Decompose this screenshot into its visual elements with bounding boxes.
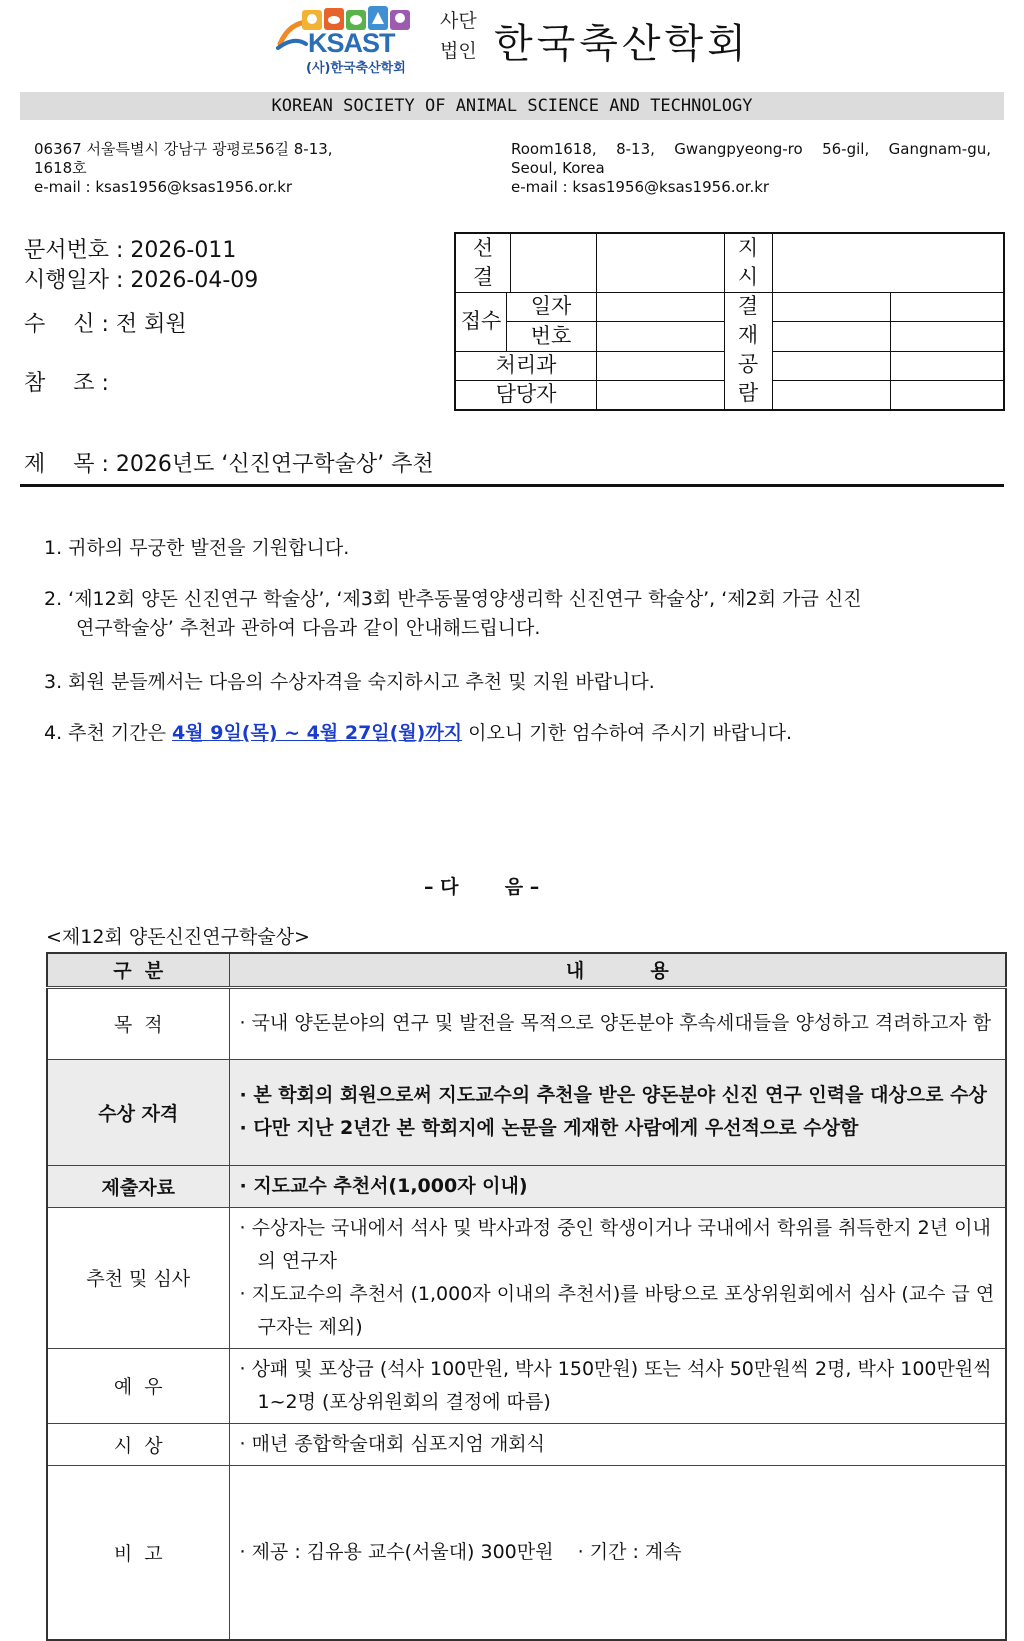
- issue-date: 2026-04-09: [130, 268, 259, 293]
- reference-label: 참 조 :: [24, 371, 109, 396]
- doc-number-row: [24, 233, 236, 264]
- row-value-purpose: [229, 987, 1006, 1059]
- review-line-1: · 수상자는 국내에서 석사 및 박사과정 중인 학생이거나 국내에서 학위를 취득한지 2년 이내의 연구자: [239, 1216, 991, 1272]
- approval-gong: 공: [737, 352, 759, 376]
- table-header-row: [47, 953, 1006, 987]
- recipient-row: [24, 307, 187, 338]
- address-kr-email: e-mail : ksas1956@ksas1956.or.kr: [34, 178, 293, 196]
- recommendation-period: 4월 9일(목) ~ 4월 27일(월)까지: [172, 722, 463, 744]
- row-key-eligibility: 수상 자격: [47, 1059, 229, 1165]
- approval-ram: 람: [737, 381, 759, 405]
- documents-line: · 지도교수 추천서(1,000자 이내): [239, 1174, 528, 1197]
- eligibility-line-2: · 다만 지난 2년간 본 학회지에 논문을 게재한 사람에게 우선적으로 수상함: [239, 1117, 859, 1139]
- ceremony-line: · 매년 종합학술대회 심포지엄 개회식: [239, 1432, 546, 1455]
- english-name-bar: KOREAN SOCIETY OF ANIMAL SCIENCE AND TECHNOLOGY: [20, 92, 1004, 120]
- row-key-review: 추천 및 심사: [47, 1207, 229, 1348]
- address-en-email: e-mail : ksas1956@ksas1956.or.kr: [511, 178, 770, 196]
- logo-subtitle: (사)한국축산학회: [306, 61, 406, 76]
- approval-damdangja: 담당자: [495, 382, 557, 406]
- approval-jeopsu: 접수: [460, 309, 502, 333]
- approval-ji: 지: [737, 236, 759, 260]
- animal-icons: [302, 4, 422, 30]
- approval-gyeol: 결: [472, 265, 494, 289]
- address-english: [511, 140, 991, 197]
- doc-number-label: 문서번호 :: [24, 238, 124, 263]
- corp-type-line2: 법인: [440, 40, 477, 62]
- approval-si: 시: [737, 265, 759, 289]
- approval-jae: 재: [737, 323, 759, 347]
- da-eum-heading: – 다 음 –: [424, 876, 540, 898]
- row-value-eligibility: [229, 1059, 1006, 1165]
- date-label: 시행일자 :: [24, 268, 124, 293]
- subject-label: 제 목 :: [24, 452, 109, 477]
- recipient: 전 회원: [115, 312, 187, 337]
- approval-ilja: 일자: [530, 294, 572, 318]
- paragraph-4-suffix: 이오니 기한 엄수하여 주시기 바랍니다.: [462, 722, 792, 744]
- paragraph-3: 3. 회원 분들께서는 다음의 수상자격을 숙지하시고 추천 및 지원 바랍니다.: [44, 671, 655, 693]
- table-header-content: 내 용: [229, 953, 1006, 987]
- corp-type-line1: 사단: [440, 10, 477, 32]
- ksast-logo: [276, 4, 424, 76]
- table-row: [47, 1207, 1006, 1348]
- paragraph-2-line1: 2. ‘제12회 양돈 신진연구 학술상’, ‘제3회 반추동물영양생리학 신진연구 학술상’, ‘제2회 가금 신진: [44, 588, 862, 610]
- reference-row: [24, 366, 109, 397]
- row-value-review: [229, 1207, 1006, 1348]
- row-key-benefits: 예 우: [47, 1348, 229, 1423]
- row-value-benefits: [229, 1348, 1006, 1423]
- approval-seon: 선: [472, 236, 494, 260]
- table-row: [47, 1423, 1006, 1465]
- row-key-purpose: 목 적: [47, 987, 229, 1059]
- table-row: [47, 1348, 1006, 1423]
- recipient-label: 수 신 :: [24, 312, 109, 337]
- paragraph-4-prefix: 4. 추천 기간은: [44, 722, 173, 744]
- award-table: [46, 952, 1007, 1641]
- remarks-line: · 제공 : 김유용 교수(서울대) 300만원 · 기간 : 계속: [239, 1540, 682, 1563]
- row-value-documents: [229, 1165, 1006, 1207]
- review-line-2: · 지도교수의 추천서 (1,000자 이내의 추천서)를 바탕으로 포상위원회에서 심사 (교수 급 연구자는 제외): [239, 1282, 995, 1338]
- subject-row: [24, 447, 434, 478]
- benefits-line: · 상패 및 포상금 (석사 100만원, 박사 150만원) 또는 석사 50만원씩 2명, 박사 100만원씩 1~2명 (포상위원회의 결정에 따름): [239, 1357, 992, 1413]
- approval-gyeol2: 결: [737, 294, 759, 318]
- subject: 2026년도 ‘신진연구학술상’ 추천: [115, 452, 434, 477]
- row-key-ceremony: 시 상: [47, 1423, 229, 1465]
- section-title: <제12회 양돈신진연구학술상>: [46, 926, 310, 948]
- row-value-ceremony: [229, 1423, 1006, 1465]
- table-row: [47, 1059, 1006, 1165]
- address-en-line2: Seoul, Korea: [511, 159, 605, 177]
- logo-wordmark: KSAST: [308, 28, 395, 58]
- letterhead: [0, 0, 1024, 80]
- address-kr-line1: 06367 서울특별시 강남구 광평로56길 8-13,: [34, 140, 333, 158]
- purpose-line: · 국내 양돈분야의 연구 및 발전을 목적으로 양돈분야 후속세대들을 양성하고 격려하고자 함: [239, 1012, 992, 1034]
- table-header-category: 구 분: [47, 953, 229, 987]
- address-en-line1: Room1618, 8-13, Gwangpyeong-ro 56-gil, Gangnam-gu,: [511, 140, 991, 158]
- approval-beonho: 번호: [530, 324, 572, 348]
- subject-divider: [20, 484, 1004, 487]
- date-row: [24, 263, 258, 294]
- doc-number: 2026-011: [130, 238, 237, 263]
- row-key-documents: 제출자료: [47, 1165, 229, 1207]
- paragraph-1: 1. 귀하의 무궁한 발전을 기원합니다.: [44, 537, 350, 559]
- table-row: [47, 987, 1006, 1059]
- corp-type: [440, 6, 477, 66]
- address-kr-line2: 1618호: [34, 159, 87, 177]
- approval-cheorigwa: 처리과: [495, 353, 557, 377]
- table-row: [47, 1165, 1006, 1207]
- approval-seon-gyeol: [456, 234, 510, 292]
- approval-gyeoljae-gongram: [724, 292, 772, 408]
- approval-jisi: [724, 234, 772, 292]
- approval-box: [454, 232, 1005, 411]
- paragraph-4: [44, 718, 792, 745]
- paragraph-2-line2: 연구학술상’ 추천과 관하여 다음과 같이 안내해드립니다.: [76, 617, 541, 639]
- organization-name: 한국축산학회: [494, 21, 750, 67]
- row-key-remarks: 비 고: [47, 1465, 229, 1640]
- row-value-remarks: [229, 1465, 1006, 1640]
- table-row: [47, 1465, 1006, 1640]
- address-korean: [34, 140, 394, 197]
- eligibility-line-1: · 본 학회의 회원으로써 지도교수의 추천을 받은 양돈분야 신진 연구 인력을 대상으로 수상: [239, 1084, 987, 1106]
